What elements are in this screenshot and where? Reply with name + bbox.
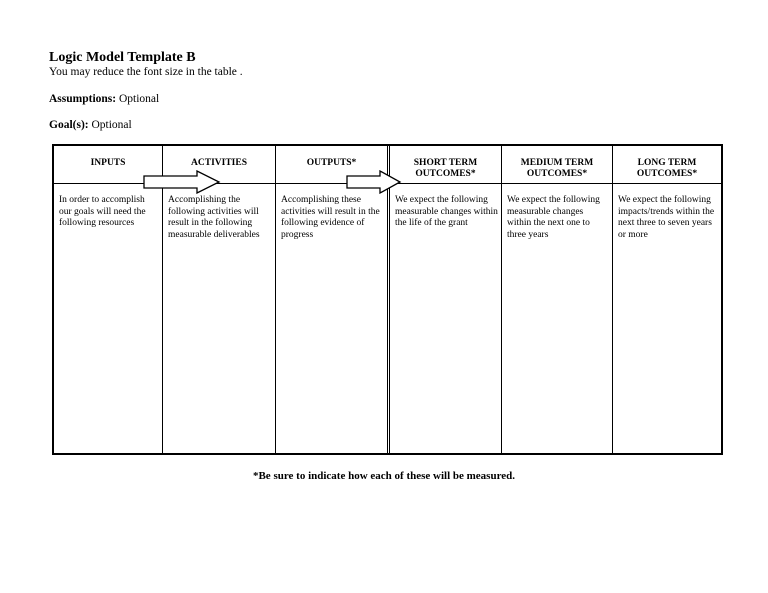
document-subtitle: You may reduce the font size in the table . (49, 66, 243, 78)
goals-line (49, 119, 132, 131)
flow-arrow-icon (346, 170, 402, 194)
column-heading: ACTIVITIES (191, 158, 247, 168)
measurement-note: *Be sure to indicate how each of these will be measured. (252, 470, 516, 482)
assumptions-line (49, 93, 159, 105)
column-medium-term-outcomes (502, 146, 612, 453)
column-description: Accomplishing the following activities will result in the following measurable deliverables (168, 195, 260, 240)
column-long-term-outcomes (613, 146, 721, 453)
column-description: Accomplishing these activities will result in the following evidence of progress (281, 195, 380, 240)
column-description: We expect the following impacts/trends within the next three to seven years or more (618, 195, 715, 240)
column-heading: SHORT TERM OUTCOMES* (413, 158, 478, 179)
column-description: We expect the following measurable changes within the next one to three years (507, 195, 600, 240)
column-heading: LONG TERM OUTCOMES* (636, 158, 698, 179)
assumptions-label: Assumptions: (49, 93, 117, 105)
column-heading: MEDIUM TERM OUTCOMES* (520, 158, 594, 179)
column-description: We expect the following measurable changes within the life of the grant (395, 195, 498, 228)
document-title: Logic Model Template B (49, 50, 196, 65)
column-heading: INPUTS (90, 158, 126, 168)
goals-label: Goal(s): (49, 119, 89, 131)
assumptions-value: Optional (118, 93, 160, 105)
column-heading: OUTPUTS* (306, 158, 357, 168)
column-description: In order to accomplish our goals will need the following resources (59, 195, 146, 228)
column-short-term-outcomes (390, 146, 501, 453)
flow-arrow-icon (143, 170, 221, 194)
goals-value: Optional (91, 119, 132, 131)
